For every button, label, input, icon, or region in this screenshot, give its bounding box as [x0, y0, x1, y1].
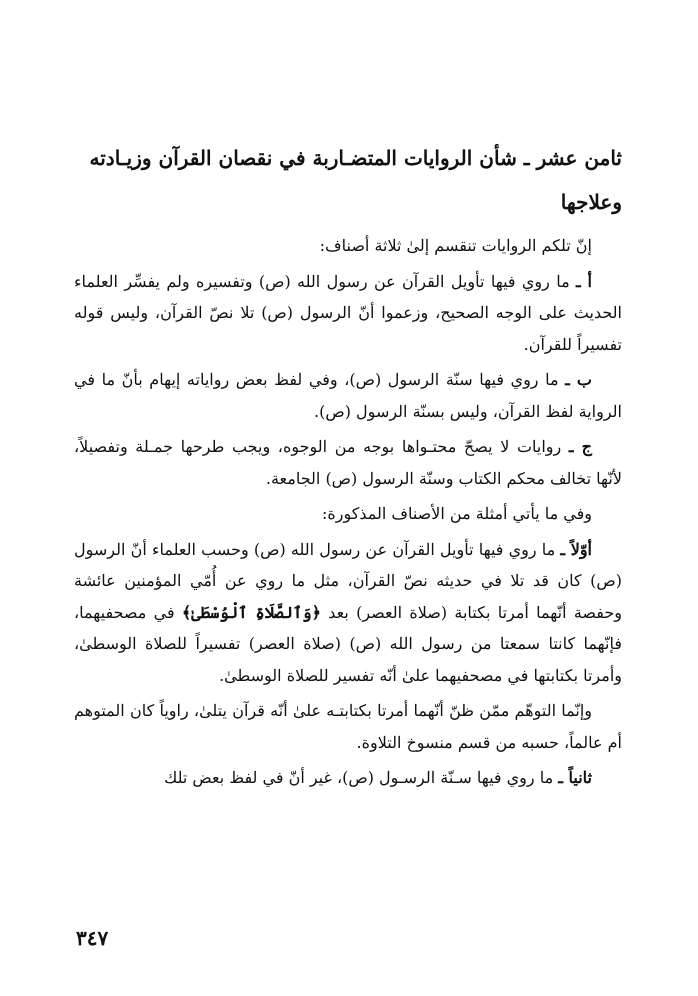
category-ba-marker: ب ـ — [565, 370, 592, 389]
page-number: ٣٤٧ — [76, 926, 109, 950]
category-ba-paragraph — [74, 364, 622, 427]
category-jim-text: روايات لا يصحّ محتـواها بوجه من الوجوه، ويجب طرحها جمـلة وتفصيلاً، لأنّها تخالف محكم الكتاب وسنّة الرسول (ص) الجامعة. — [74, 437, 622, 488]
category-jim-paragraph — [74, 431, 622, 494]
second-example-text: ما روي فيها سـنّة الرسـول (ص)، غير أنّ في لفظ بعض تلك — [164, 768, 559, 787]
misconception-paragraph: وإنّما التوهّم ممّن ظنّ أنّهما أمرتا بكتابتـه علىٰ أنّه قرآن يتلىٰ، راوياً كان المتوهم أم عالماً، حسبه من قسم منسوخ التلاوة. — [74, 701, 622, 752]
category-alif-marker: أ ـ — [576, 271, 592, 291]
quran-verse-quote: ﴿وَٱلصَّلَاةِ ٱلْوُسْطَىٰ﴾ — [181, 602, 321, 622]
first-example-text-before: ما روي فيها تأويل القرآن عن رسول الله (ص) وحسب العلماء أنّ الرسول (ص) كان قد تلا في حديثه نصّ القرآن، مثل ما روي عن أُمّي المؤمنين عائشة وحفصة أنّهما أمرتا بكتابة (صلاة العصر) بعد — [74, 539, 623, 622]
examples-intro-paragraph: وفي ما يأتي أمثلة من الأصناف المذكورة: — [321, 504, 592, 523]
category-alif-text: ما روي فيها تأويل القرآن عن رسول الله (ص) وتفسيره ولم يفسِّر العلماء الحديث على الوجه الصحيح، وزعموا أنّ الرسول (ص) تلا نصّ القرآن، وليس قوله تفسيراً للقرآن. — [74, 271, 622, 354]
first-example-marker: أوّلاً ـ — [560, 539, 592, 559]
section-heading — [74, 136, 622, 224]
section-heading-line-1: ثامن عشر ـ شأن الروايات المتضـاربة في نقصان القرآن وزيـادته — [89, 146, 622, 170]
category-alif-paragraph — [74, 266, 622, 361]
section-heading-line-2: وعلاجها — [560, 190, 622, 214]
category-jim-marker: ج ـ — [568, 437, 592, 456]
category-ba-text: ما روي فيها سنّة الرسول (ص)، وفي لفظ بعض رواياته إيهام بأنّ ما في الرواية لفظ القرآن، وليس بسنّة الرسول (ص). — [74, 370, 622, 421]
intro-paragraph: إنّ تلكم الروايات تنقسم إلىٰ ثلاثة أصناف: — [319, 236, 592, 255]
second-example-paragraph — [74, 762, 622, 794]
second-example-marker: ثانياً ـ — [558, 768, 592, 787]
body-text — [74, 230, 622, 798]
first-example-text-after: في مصحفيهما، فإنّهما كانتا سمعتا من رسول الله (ص) (صلاة العصر) تفسيراً للصلاة الوسطىٰ، وأمرتا بكتابتها في مصحفيهما علىٰ أنّه تفسير للصلاة الوسطىٰ. — [74, 602, 622, 685]
first-example-paragraph — [74, 534, 622, 692]
